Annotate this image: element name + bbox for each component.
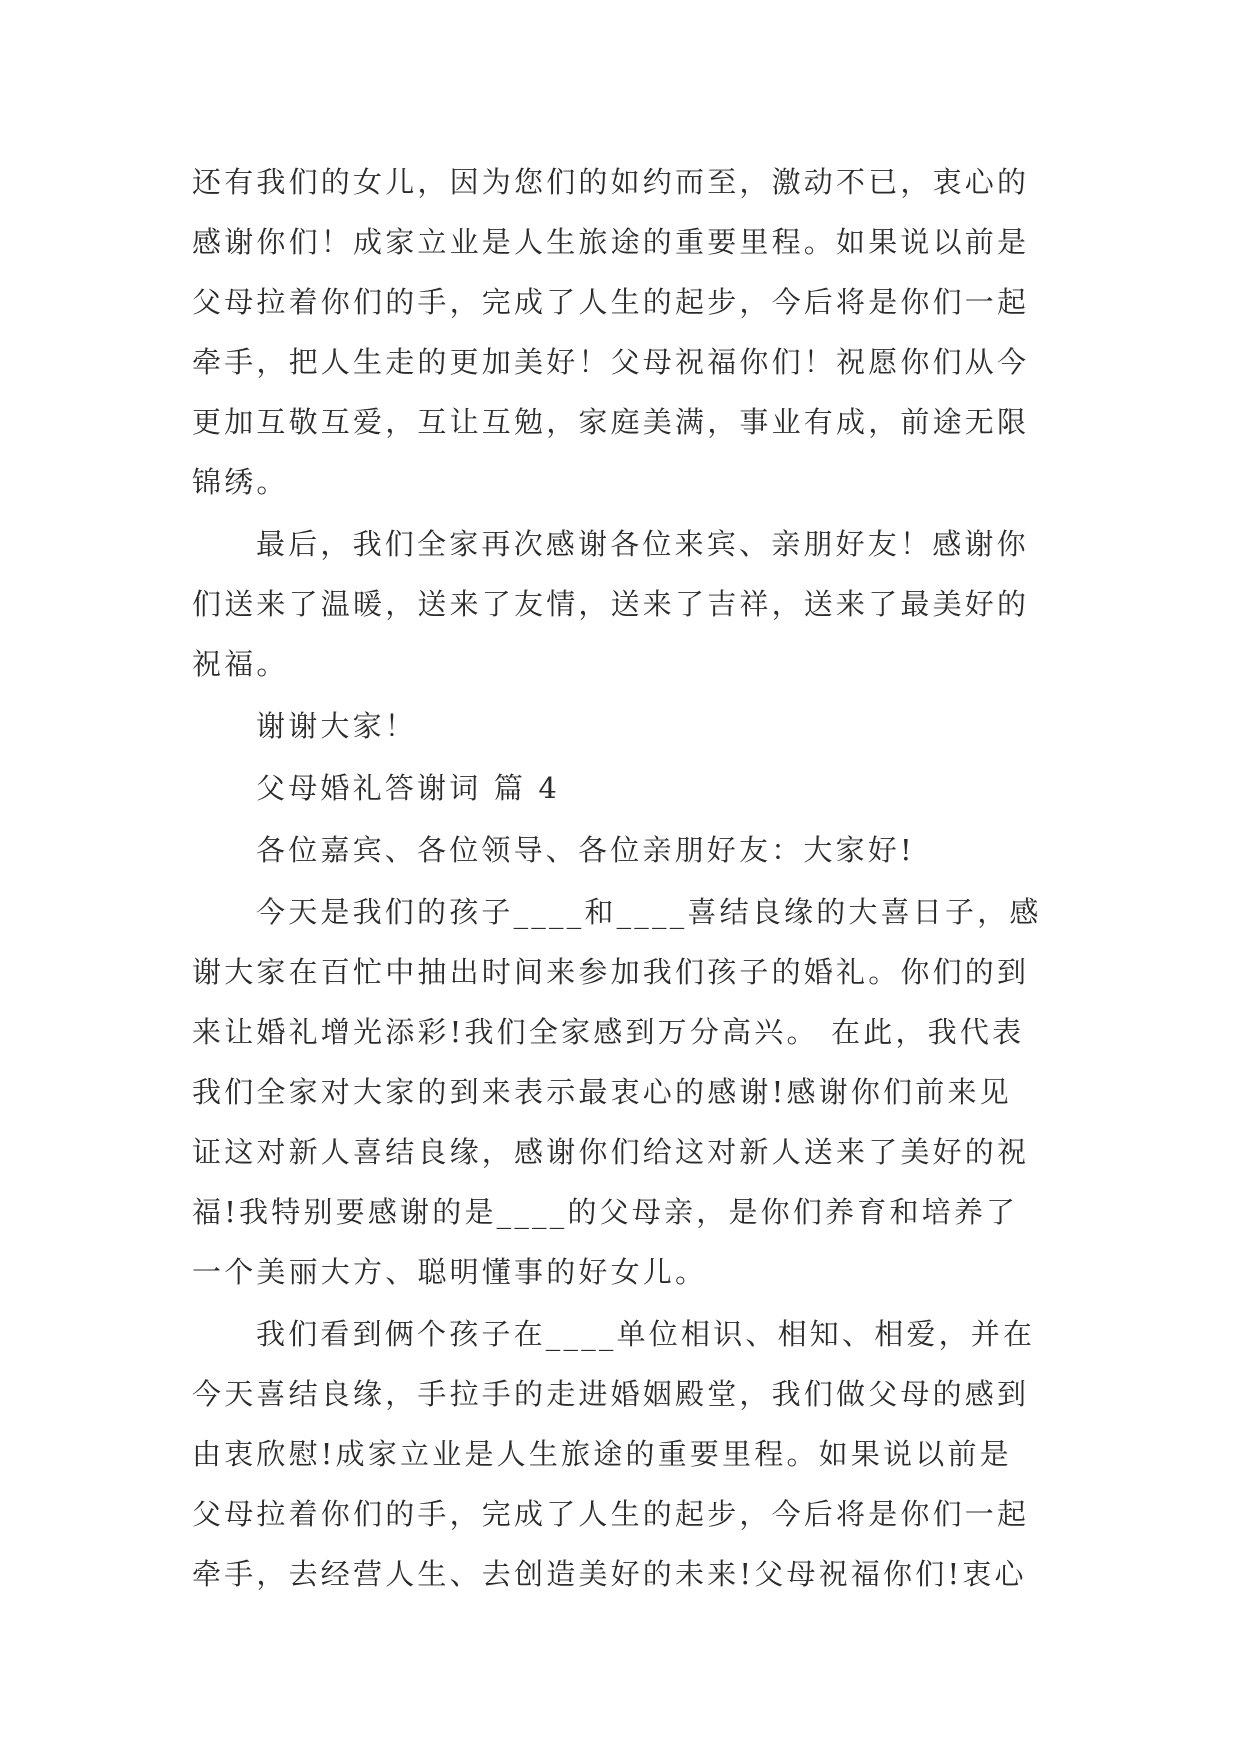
text-line: 我们全家对大家的到来表示最衷心的感谢!感谢你们前来见 xyxy=(192,1075,1012,1109)
text-line: 最后，我们全家再次感谢各位来宾、亲朋好友！感谢你 xyxy=(256,527,1029,561)
paragraph-final-thanks xyxy=(192,514,1052,694)
text-line: 还有我们的女儿，因为您们的如约而至，激动不已，衷心的 xyxy=(192,165,1030,199)
text-line: 牵手，把人生走的更加美好！父母祝福你们！祝愿你们从今 xyxy=(192,345,1030,379)
text-line: 父母拉着你们的手，完成了人生的起步，今后将是你们一起 xyxy=(192,285,1030,319)
document-page xyxy=(192,152,1052,1604)
text-line: 感谢你们！成家立业是人生旅途的重要里程。如果说以前是 xyxy=(192,225,1030,259)
section-heading xyxy=(192,758,1052,818)
text-line: 父母拉着你们的手，完成了人生的起步，今后将是你们一起 xyxy=(192,1497,1030,1531)
paragraph-greeting xyxy=(192,820,1052,880)
text-line: 更加互敬互爱，互让互勉，家庭美满，事业有成，前途无限 xyxy=(192,405,1030,439)
text-line: 福!我特别要感谢的是____的父母亲，是你们养育和培养了 xyxy=(192,1195,1019,1229)
text-line: 们送来了温暖，送来了友情，送来了吉祥，送来了最美好的 xyxy=(192,587,1030,621)
text-line: 我们看到俩个孩子在____单位相识、相知、相爱，并在 xyxy=(256,1317,1036,1351)
text-line: 锦绣。 xyxy=(192,465,289,499)
text-line: 牵手，去经营人生、去创造美好的未来!父母祝福你们!衷心 xyxy=(192,1557,1027,1591)
text-line: 证这对新人喜结良缘，感谢你们给这对新人送来了美好的祝 xyxy=(192,1135,1030,1169)
text-line: 祝福。 xyxy=(192,647,289,681)
paragraph-children-met xyxy=(192,1304,1052,1604)
text-line: 今天是我们的孩子____和____喜结良缘的大喜日子，感 xyxy=(256,895,1042,929)
text-line: 来让婚礼增光添彩!我们全家感到万分高兴。 在此，我代表 xyxy=(192,1015,1025,1049)
paragraph-wedding-day xyxy=(192,882,1052,1302)
paragraph-closing-blessing xyxy=(192,152,1052,512)
text-line: 谢谢大家！ xyxy=(256,709,418,743)
section-title: 父母婚礼答谢词 篇 4 xyxy=(256,771,561,805)
text-line: 今天喜结良缘，手拉手的走进婚姻殿堂，我们做父母的感到 xyxy=(192,1377,1030,1411)
text-line: 由衷欣慰!成家立业是人生旅途的重要里程。如果说以前是 xyxy=(192,1437,1012,1471)
text-line: 一个美丽大方、聪明懂事的好女儿。 xyxy=(192,1255,708,1289)
text-line: 各位嘉宾、各位领导、各位亲朋好友：大家好! xyxy=(256,833,915,867)
paragraph-thank-you-all xyxy=(192,696,1052,756)
text-line: 谢大家在百忙中抽出时间来参加我们孩子的婚礼。你们的到 xyxy=(192,955,1030,989)
